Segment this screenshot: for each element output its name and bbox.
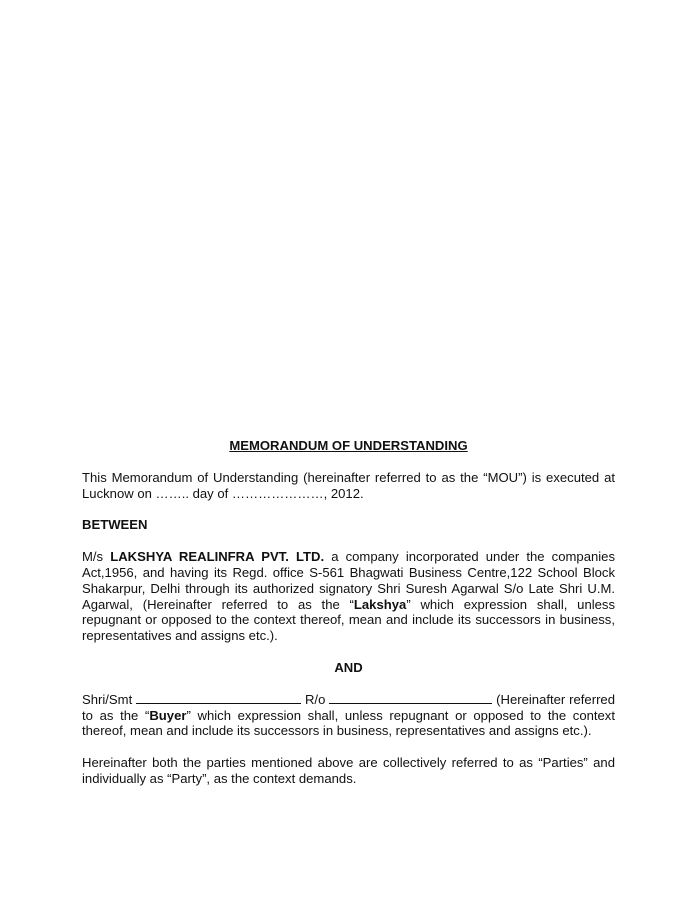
second-party-short-name: Buyer [149,707,187,723]
first-party-paragraph [82,549,615,644]
first-party-short-name: Lakshya [353,596,407,612]
first-party-company-name: LAKSHYA REALINFRA PVT. LTD. [110,549,325,565]
and-heading: AND [334,659,363,675]
second-party-paragraph [82,692,615,739]
parties-clause-paragraph: Hereinafter both the parties mentioned above are collectively referred to as “Parties” and individually as “Party”, as the context demands. [82,755,615,786]
second-party-description-cont: ” which expression shall, unless repugnant or opposed to the context thereof, mean and include its successors in business, representatives and assigns etc.). [82,707,615,739]
second-party-description: (Hereinafter referred to as the “ [82,691,615,723]
first-party-description: a company incorporated under the companies Act,1956, and having its Regd. office S-561 Bhagwati Business Centre,122 School Block Shakarpur, Delhi through its authorized signatory Shri Suresh Agarwal S/o Late Shri U.M. Agarwal, (Hereinafter referred to as the “ [82,549,615,612]
buyer-name-blank[interactable] [136,692,301,704]
second-party-ro-label: R/o [301,691,330,707]
second-party-prefix: Shri/Smt [82,691,137,707]
first-party-description-cont: ” which expression shall, unless repugnant or opposed to the context thereof, mean and include its successors in business, representatives and assigns etc.). [82,596,616,644]
first-party-prefix: M/s [82,549,111,565]
document-title: MEMORANDUM OF UNDERSTANDING [229,438,468,453]
intro-paragraph: This Memorandum of Understanding (hereinafter referred to as the “MOU”) is executed at Lucknow on …….. day of …………………, 2012. [82,469,615,501]
document-page [82,438,615,803]
buyer-address-blank[interactable] [329,692,492,704]
between-heading: BETWEEN [82,517,148,533]
